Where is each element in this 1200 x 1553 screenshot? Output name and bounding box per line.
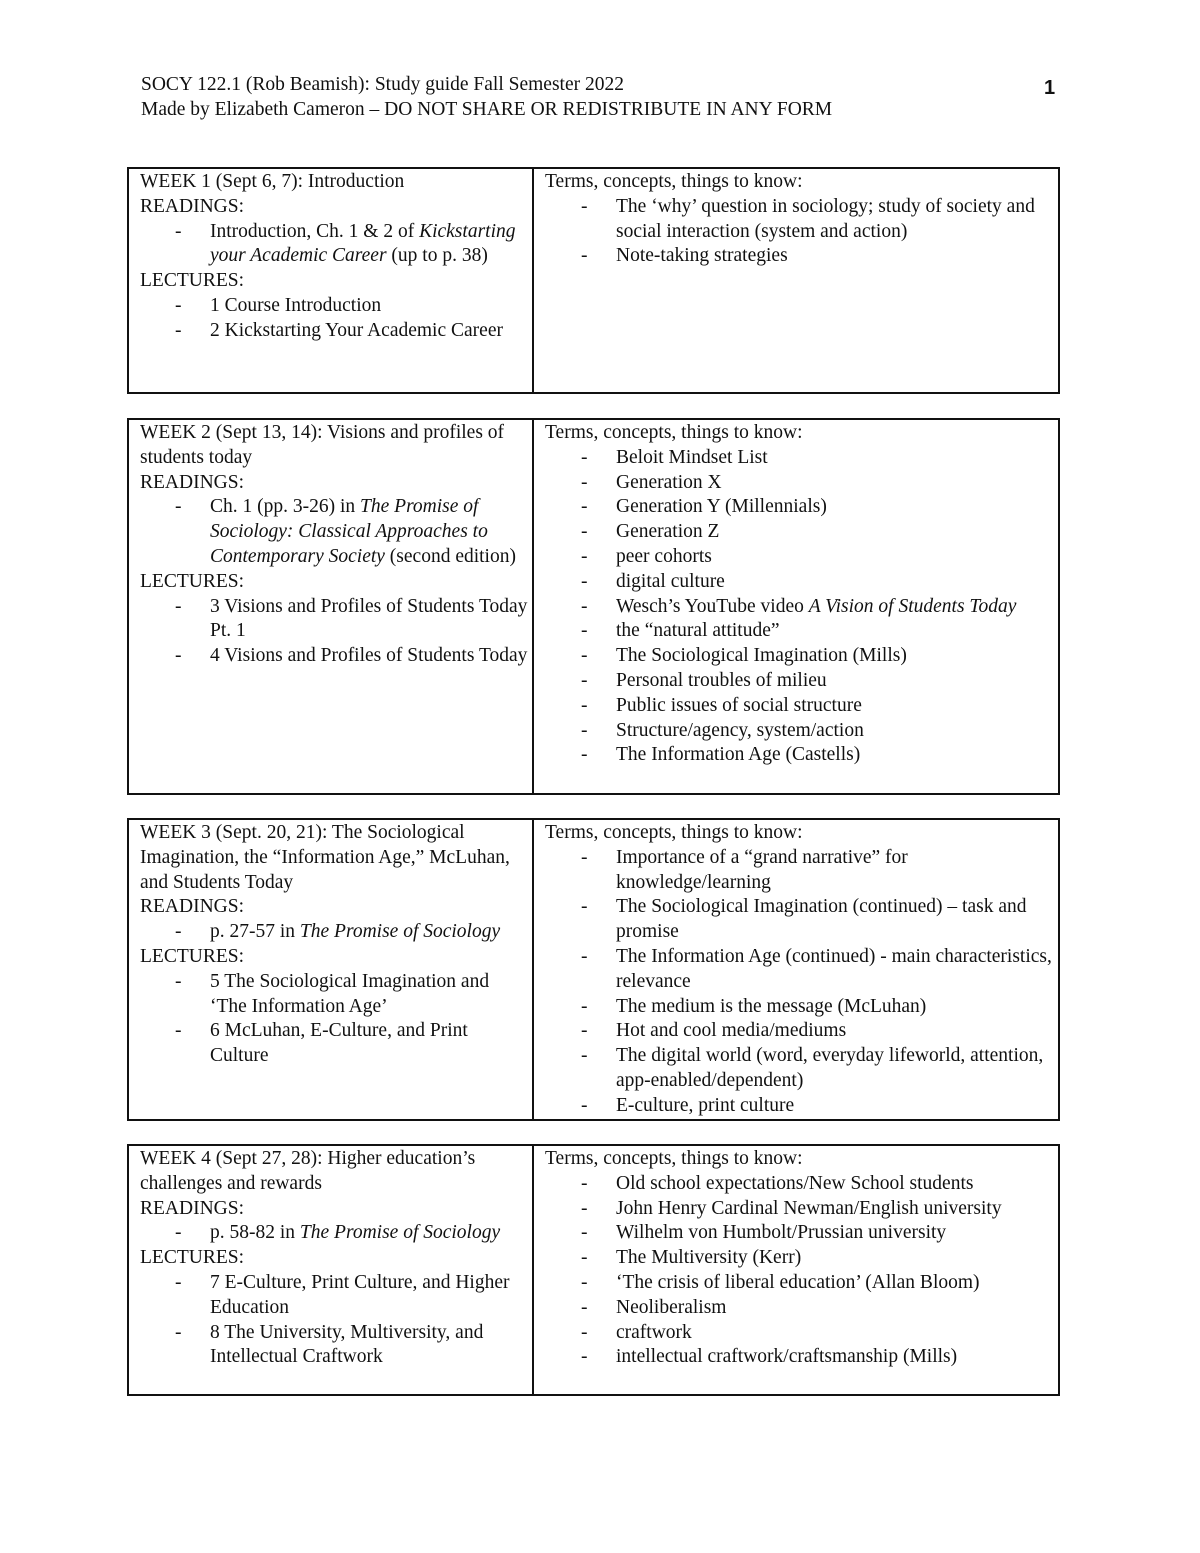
term-item: - The digital world (word, everyday lifeworld, attention, app-enabled/dependent) — [545, 1044, 1054, 1094]
readings-label: READINGS: — [140, 1197, 245, 1219]
reading-item: - p. 58-82 in The Promise of Sociology — [140, 1221, 528, 1246]
term-item: - Importance of a “grand narrative” for knowledge/learning — [545, 846, 1054, 896]
page-number: 1 — [1044, 77, 1056, 99]
term-item: - The Sociological Imagination (Mills) — [545, 644, 1054, 669]
lecture-item: - 4 Visions and Profiles of Students Today — [140, 644, 528, 669]
readings-list — [140, 920, 528, 945]
term-item: - peer cohorts — [545, 545, 1054, 570]
term-item: - The Information Age (continued) - main characteristics, relevance — [545, 945, 1054, 995]
reading-item: - Ch. 1 (pp. 3-26) in The Promise of Sociology: Classical Approaches to Contemporary Society (second edition) — [140, 495, 528, 569]
lectures-label: LECTURES: — [140, 1247, 245, 1269]
lecture-item: - 7 E-Culture, Print Culture, and Higher Education — [140, 1271, 528, 1321]
week-1-terms-cell — [533, 168, 1059, 393]
lecture-item: - 5 The Sociological Imagination and ‘The Information Age’ — [140, 970, 528, 1020]
lectures-label: LECTURES: — [140, 570, 245, 592]
term-item: - The Multiversity (Kerr) — [545, 1246, 1054, 1271]
term-item: - craftwork — [545, 1321, 1054, 1346]
term-item: - digital culture — [545, 570, 1054, 595]
lecture-item: - 1 Course Introduction — [140, 294, 528, 319]
header-course-line: SOCY 122.1 (Rob Beamish): Study guide Fall Semester 2022 — [141, 74, 624, 95]
term-item: - The medium is the message (McLuhan) — [545, 995, 1054, 1020]
week-4-terms-cell — [533, 1145, 1059, 1395]
term-item: - Generation Z — [545, 520, 1054, 545]
term-item: - Neoliberalism — [545, 1296, 1054, 1321]
term-item: - Generation X — [545, 471, 1054, 496]
readings-label: READINGS: — [140, 195, 245, 217]
lecture-item: - 6 McLuhan, E-Culture, and Print Culture — [140, 1019, 528, 1069]
terms-list — [545, 1172, 1054, 1370]
term-item: - Public issues of social structure — [545, 694, 1054, 719]
week-title: WEEK 3 (Sept. 20, 21): The Sociological Imagination, the “Information Age,” McLuhan, and Students Today — [140, 822, 510, 893]
term-item: - Note-taking strategies — [545, 244, 1054, 269]
term-item: - Structure/agency, system/action — [545, 719, 1054, 744]
lectures-label: LECTURES: — [140, 270, 245, 292]
term-item: - intellectual craftwork/craftsmanship (Mills) — [545, 1345, 1054, 1370]
term-item: - The ‘why’ question in sociology; study of society and social interaction (system and action) — [545, 195, 1054, 245]
week-3-table — [127, 818, 1060, 1121]
week-3-terms-cell — [533, 819, 1059, 1120]
readings-list — [140, 495, 528, 569]
readings-list — [140, 1221, 528, 1246]
term-item: - ‘The crisis of liberal education’ (Allan Bloom) — [545, 1271, 1054, 1296]
lecture-item: - 8 The University, Multiversity, and Intellectual Craftwork — [140, 1321, 528, 1371]
week-title: WEEK 1 (Sept 6, 7): Introduction — [140, 171, 405, 192]
lectures-label: LECTURES: — [140, 945, 245, 967]
week-2-schedule-cell — [128, 419, 533, 794]
week-3-schedule-cell — [128, 819, 533, 1120]
lectures-list — [140, 1271, 528, 1370]
terms-label: Terms, concepts, things to know: — [545, 1148, 803, 1169]
week-2-terms-cell — [533, 419, 1059, 794]
week-1-table — [127, 167, 1060, 394]
term-item: - Generation Y (Millennials) — [545, 495, 1054, 520]
terms-list — [545, 195, 1054, 269]
week-title: WEEK 4 (Sept 27, 28): Higher education’s challenges and rewards — [140, 1148, 476, 1194]
document-header — [141, 73, 1041, 122]
term-item: - Hot and cool media/mediums — [545, 1019, 1054, 1044]
readings-label: READINGS: — [140, 896, 245, 918]
lectures-list — [140, 294, 528, 344]
reading-item: - p. 27-57 in The Promise of Sociology — [140, 920, 528, 945]
term-item: - E-culture, print culture — [545, 1094, 1054, 1119]
terms-list — [545, 846, 1054, 1119]
reading-item: - Introduction, Ch. 1 & 2 of Kickstarting your Academic Career (up to p. 38) — [140, 220, 528, 270]
term-item: - Old school expectations/New School students — [545, 1172, 1054, 1197]
week-4-table — [127, 1144, 1060, 1396]
term-item: - Wilhelm von Humbolt/Prussian university — [545, 1221, 1054, 1246]
week-1-schedule-cell — [128, 168, 533, 393]
lecture-item: - 3 Visions and Profiles of Students Today Pt. 1 — [140, 595, 528, 645]
lectures-list — [140, 595, 528, 669]
readings-label: READINGS: — [140, 471, 245, 493]
term-item: - Wesch’s YouTube video A Vision of Students Today — [545, 595, 1054, 620]
week-4-schedule-cell — [128, 1145, 533, 1395]
term-item: - The Information Age (Castells) — [545, 743, 1054, 768]
terms-label: Terms, concepts, things to know: — [545, 171, 803, 192]
header-author-line: Made by Elizabeth Cameron – DO NOT SHARE OR REDISTRIBUTE IN ANY FORM — [141, 98, 833, 120]
terms-label: Terms, concepts, things to know: — [545, 422, 803, 443]
terms-list — [545, 446, 1054, 768]
term-item: - The Sociological Imagination (continued) – task and promise — [545, 895, 1054, 945]
readings-list — [140, 220, 528, 270]
term-item: - John Henry Cardinal Newman/English university — [545, 1197, 1054, 1222]
term-item: - the “natural attitude” — [545, 619, 1054, 644]
week-title: WEEK 2 (Sept 13, 14): Visions and profiles of students today — [140, 422, 505, 468]
week-2-table — [127, 418, 1060, 795]
lectures-list — [140, 970, 528, 1069]
term-item: - Beloit Mindset List — [545, 446, 1054, 471]
lecture-item: - 2 Kickstarting Your Academic Career — [140, 319, 528, 344]
terms-label: Terms, concepts, things to know: — [545, 822, 803, 843]
term-item: - Personal troubles of milieu — [545, 669, 1054, 694]
